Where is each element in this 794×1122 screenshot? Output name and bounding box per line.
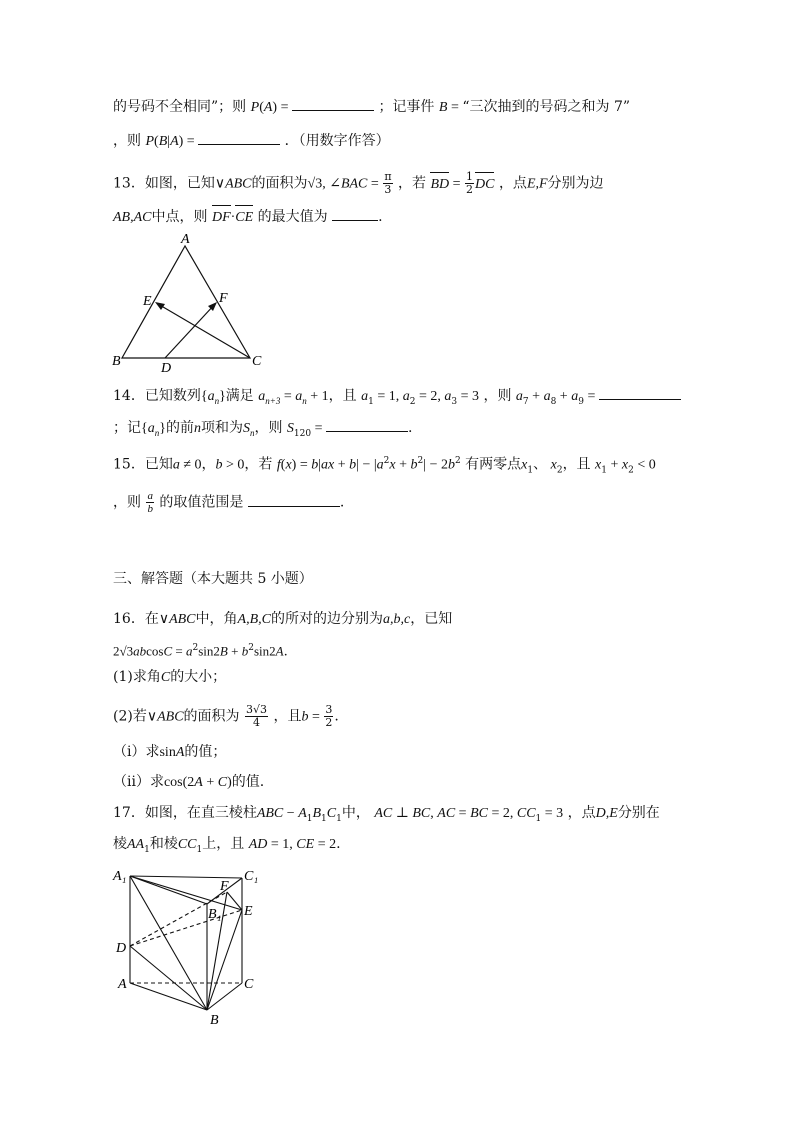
answer-blank[interactable] [332,206,378,221]
q17-line2: 棱$AA_1$和棱$CC_1$上，且 AD = 1, CE = 2. [113,836,341,855]
label-E: E [244,904,253,919]
q17-prism-figure [110,862,280,1032]
answer-blank[interactable] [326,417,408,432]
q13-line2: AB,AC中点，则 DF·CE 的最大值为 . [113,206,383,228]
label-F: F [219,291,228,306]
label-C1: C₁ [244,869,259,884]
answer-blank[interactable] [599,385,681,400]
q16-part2: (2)若∨ABC的面积为 $\frac{3√3}{4}$ ，且b = $\frac{3}{2}$ . [113,703,339,729]
label-A1: A₁ [113,869,127,884]
q16-sub-ii: （ii）求cos(2A + C)的值. [113,774,265,790]
q12-line2: ，则 P(B|A) = ．（用数字作答） [113,130,390,152]
q13-line1: 13．如图，已知∨ABC的面积为√3, ∠BAC = $\frac{\pi}{3}$ ，若 BD = $\frac{1}{2}$ DC ，点E,F分别为边 [113,170,604,196]
q14-line1: 14．已知数列$\{a_n\}$满足 $a_{n+3} = a_n + 1$，且 $a_1 = 1$, $a_2 = 2$, $a_3 = 3$ ，则 $a_7 + a_8 + a_9$ = [113,385,681,412]
label-E: E [143,294,152,309]
q16-line1: 16．在∨ABC中，角A,B,C的所对的边分别为a,b,c，已知 [113,611,453,627]
label-D: D [116,941,127,956]
q16-equation: $2√3abcosC = a^2\sin 2B + b^2\sin 2A$. [113,643,288,660]
label-D: D [161,361,172,372]
q16-part1: (1)求角C的大小； [113,669,227,685]
q15-line1: 15．已知a ≠ 0，b > 0，若 $f(x) = b|ax + b| - |a^2x + b^2| - 2b^2$ 有两零点$x_1$、 $x_2$，且 $x_1 + x_2 < 0$ [113,456,656,476]
q12-line1: 的号码不全相同”；则 P(A) = ；记事件 B = “三次抽到的号码之和为 7” [113,96,630,118]
answer-blank[interactable] [292,96,374,111]
section-heading: 三、解答题（本大题共 5 小题） [113,571,313,587]
label-A: A [118,977,127,992]
label-B1: B₁ [208,907,222,922]
label-B: B [112,354,121,369]
q13-triangle-figure [110,232,270,372]
q17-line1: 17．如图，在直三棱柱ABC − $A_1B_1C_1$中， AC ⊥ BC, AC = BC = 2, $CC_1 = 3$ ，点D,E分别在 [113,805,660,824]
label-F: F [220,879,229,894]
q15-line2: ，则 $\frac{a}{b}$ 的取值范围是 . [113,490,345,515]
label-C: C [252,354,262,369]
q16-sub-i: （i）求sinA的值； [113,744,227,760]
q14-line2: ；记$\{a_n\}$的前n项和为$S_n$，则 $S_{120}$ = . [113,417,412,444]
answer-blank[interactable] [248,492,340,507]
label-B: B [210,1013,219,1028]
answer-blank[interactable] [198,130,280,145]
label-A: A [181,232,190,247]
label-C: C [244,977,254,992]
